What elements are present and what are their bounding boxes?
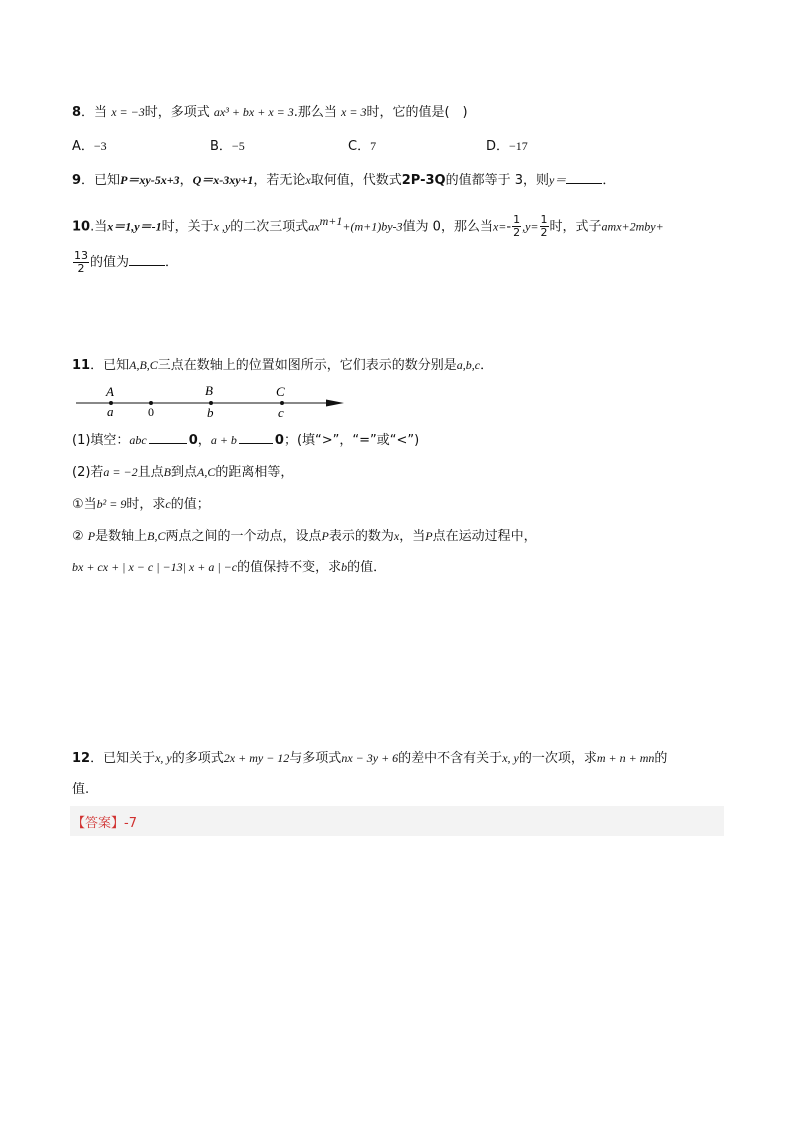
option-c: C．7	[348, 139, 377, 154]
question-10-line2: $\frac{13}{2}$ 的值为 ．	[74, 249, 179, 275]
question-11: 11．已知A,B,C三点在数轴上的位置如图所示，它们表示的数分别是a,b,c．	[72, 358, 494, 373]
arrow-head	[326, 400, 344, 407]
fraction-half: $\frac{1}{2}$	[540, 213, 548, 240]
question-number: 12	[72, 751, 91, 766]
question-11-case1: ①当b² = 9时，求c的值；	[72, 497, 210, 512]
label-A: A	[106, 384, 114, 399]
question-12-line2: 值.	[72, 782, 90, 797]
label-a: a	[107, 404, 114, 419]
question-9: 9．已知P＝xy-5x+3，Q＝x-3xy+1，若无论x取何值，代数式2P-3Q的值都等于 3，则y＝ ．	[72, 173, 616, 188]
question-8: 8．当 x = −3时，多项式 ax³ + bx + x = 3.那么当 x = 3时，它的值是( )	[72, 105, 468, 120]
answer-box	[70, 806, 724, 836]
option-d: D．−17	[486, 139, 528, 154]
question-11-part1: (1)填空：abc 0，a + b 0；(填“>”，“=”或“<”)	[72, 433, 420, 448]
label-zero: 0	[148, 405, 154, 419]
answer-blank[interactable]	[566, 171, 602, 184]
question-number: 10	[72, 219, 91, 235]
question-10: 10.当x＝1,y＝-1时，关于x ,y的二次三项式$ax^{m+1}+(m+1)by-3$值为 0，那么当x=- $\frac{1}{2}$ ,y= $\frac{1}{2}$ 时，式子amx+2mby+	[72, 213, 664, 240]
option-a: A．−3	[72, 139, 107, 154]
question-number: 11	[72, 358, 91, 373]
label-b: b	[207, 405, 214, 420]
question-12: 12．已知关于x, y的多项式2x + my − 12与多项式nx − 3y + 6的差中不含有关于x, y的一次项，求m + n + mn的	[72, 751, 668, 766]
question-number: 8	[72, 105, 82, 120]
answer-value: -7	[124, 816, 137, 831]
number-line	[70, 380, 350, 422]
answer-blank[interactable]	[239, 431, 273, 444]
option-b: B．−5	[210, 139, 245, 154]
question-number: 9	[72, 173, 82, 188]
question-11-case2-line2: bx + cx + | x − c | −13| x + a | −c的值保持不变，求b的值．	[72, 560, 387, 575]
question-11-case2: ② P是数轴上B,C两点之间的一个动点，设点P表示的数为x，当P点在运动过程中，	[72, 529, 537, 544]
answer-label: 【答案】	[72, 816, 125, 831]
fraction-neg-half: $\frac{1}{2}$	[513, 213, 521, 240]
label-c: c	[278, 405, 284, 420]
answer-blank[interactable]	[129, 253, 165, 266]
label-B: B	[205, 383, 213, 398]
question-11-part2: (2)若a = −2且点B到点A,C的距离相等，	[72, 465, 294, 480]
answer	[72, 812, 137, 831]
answer-blank[interactable]	[149, 431, 187, 444]
fraction-13-over-2: $\frac{13}{2}$	[74, 249, 88, 275]
label-C: C	[276, 384, 285, 399]
